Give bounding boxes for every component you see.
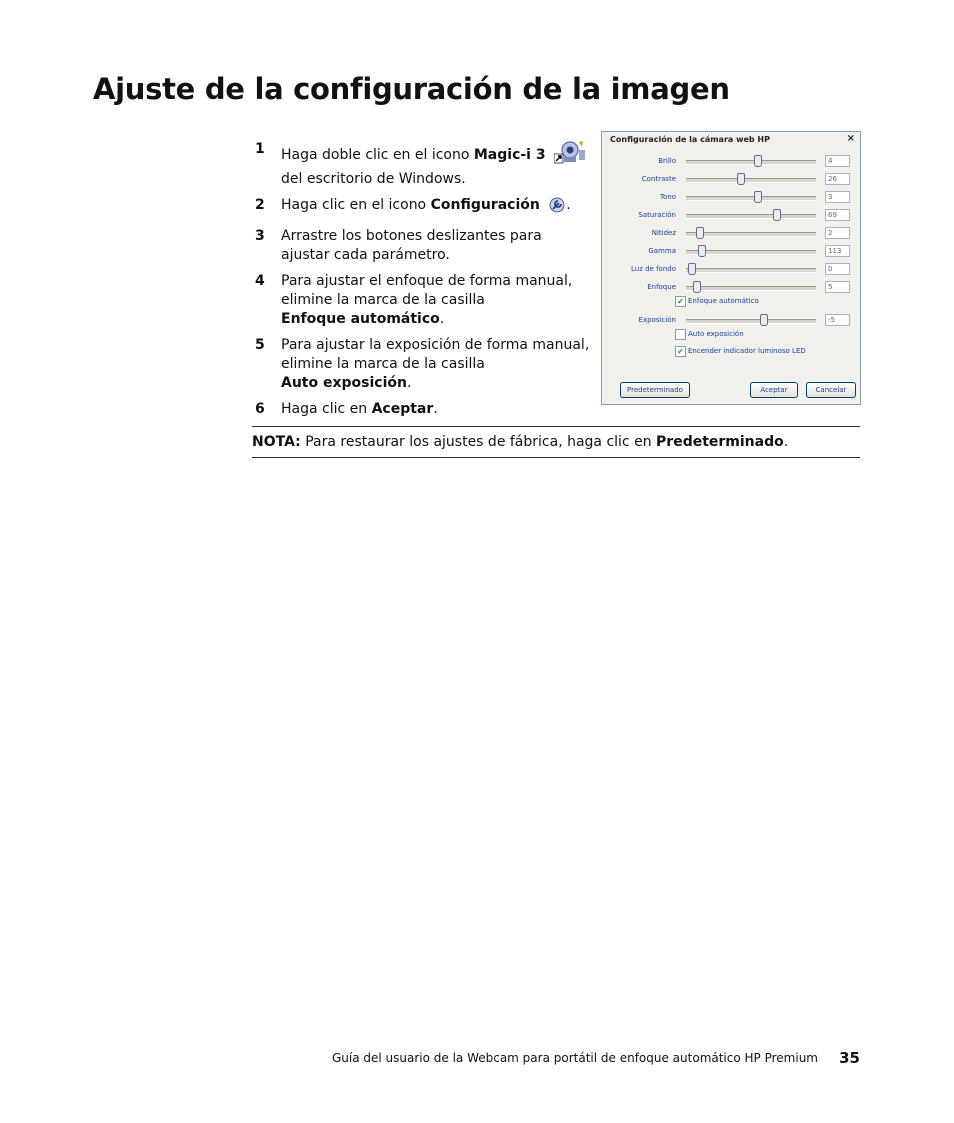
step-2: 2 Haga clic en el icono Configuración .	[255, 196, 590, 220]
slider-label: Tono	[659, 193, 676, 201]
note-bold: Predeterminado	[656, 434, 784, 450]
footer-text: Guía del usuario de la Webcam para portátil de enfoque automático HP Premium	[331, 1051, 818, 1065]
step-number: 1	[255, 141, 265, 157]
slider-label: Nitidez	[651, 229, 676, 237]
camera-settings-dialog	[601, 131, 861, 405]
step-text: Para ajustar el enfoque de forma manual, elimine la marca de la casilla	[281, 273, 573, 308]
slider-label: Brillo	[658, 157, 676, 165]
slider-value[interactable]: 0	[825, 263, 850, 275]
slider-thumb[interactable]	[754, 155, 762, 167]
slider-thumb[interactable]	[773, 209, 781, 221]
step-bold: Enfoque automático	[281, 311, 440, 327]
default-button[interactable]: Predeterminado	[620, 382, 690, 398]
slider-label: Contraste	[641, 175, 676, 183]
step-text: Haga clic en	[281, 401, 372, 417]
note-text: Para restaurar los ajustes de fábrica, haga clic en	[300, 434, 657, 450]
slider-track[interactable]	[686, 214, 816, 219]
note-box: NOTA: Para restaurar los ajustes de fábrica, haga clic en Predeterminado.	[252, 426, 860, 458]
step-4: 4 Para ajustar el enfoque de forma manual, elimine la marca de la casilla Enfoque automático.	[255, 273, 573, 327]
slider-track[interactable]	[686, 268, 816, 273]
slider-track[interactable]	[686, 178, 816, 183]
slider-enfoque	[602, 281, 860, 295]
slider-thumb[interactable]	[754, 191, 762, 203]
step-text: Para ajustar la exposición de forma manual, elimine la marca de la casilla	[281, 337, 590, 372]
step-text: Haga clic en el icono	[281, 197, 431, 213]
slider-label: Enfoque	[647, 283, 676, 291]
step-bold: Magic-i 3	[473, 147, 546, 163]
slider-value[interactable]: 26	[825, 173, 850, 185]
slider-thumb[interactable]	[688, 263, 696, 275]
step-text: Arrastre los botones deslizantes para ajustar cada parámetro.	[281, 228, 542, 263]
dialog-title: Configuración de la cámara web HP	[610, 135, 770, 144]
slider-luz-de-fondo	[602, 263, 860, 277]
step-1	[255, 140, 590, 189]
checkbox-enfoque-automatico[interactable]: ✔	[675, 296, 686, 307]
magic-i-3-icon	[554, 140, 588, 170]
slider-thumb[interactable]	[693, 281, 701, 293]
slider-label: Luz de fondo	[631, 265, 676, 273]
slider-contraste	[602, 173, 860, 187]
step-text-line2: del escritorio de Windows.	[281, 171, 466, 187]
step-number: 5	[255, 337, 265, 353]
page-title: Ajuste de la configuración de la imagen	[93, 72, 730, 106]
slider-label: Exposición	[638, 316, 676, 324]
configuracion-wrench-icon	[548, 196, 566, 220]
slider-nitidez	[602, 227, 860, 241]
slider-saturacion	[602, 209, 860, 223]
checkbox-auto-exposicion[interactable]	[675, 329, 686, 340]
slider-thumb[interactable]	[737, 173, 745, 185]
slider-thumb[interactable]	[698, 245, 706, 257]
slider-thumb[interactable]	[696, 227, 704, 239]
checkbox-label: Encender indicador luminoso LED	[688, 347, 806, 355]
slider-thumb[interactable]	[760, 314, 768, 326]
slider-track[interactable]	[686, 286, 816, 291]
checkbox-led[interactable]: ✔	[675, 346, 686, 357]
step-text: Haga doble clic en el icono	[281, 147, 474, 163]
cancel-button[interactable]: Cancelar	[806, 382, 856, 398]
slider-exposicion	[602, 314, 860, 328]
slider-gamma	[602, 245, 860, 259]
checkbox-label: Enfoque automático	[688, 297, 759, 305]
step-number: 6	[255, 401, 265, 417]
steps-list	[255, 140, 590, 419]
slider-value[interactable]: 113	[825, 245, 850, 257]
step-number: 3	[255, 228, 265, 244]
step-3	[255, 227, 590, 265]
step-bold: Configuración	[430, 197, 540, 213]
slider-value[interactable]: 2	[825, 227, 850, 239]
slider-brillo	[602, 155, 860, 169]
step-number: 2	[255, 197, 265, 213]
step-bold: Auto exposición	[281, 375, 407, 391]
accept-button[interactable]: Aceptar	[750, 382, 798, 398]
slider-track[interactable]	[686, 160, 816, 165]
slider-tono	[602, 191, 860, 205]
slider-value[interactable]: -5	[825, 314, 850, 326]
slider-track[interactable]	[686, 319, 816, 324]
slider-value[interactable]: 5	[825, 281, 850, 293]
slider-label: Gamma	[648, 247, 676, 255]
step-number: 4	[255, 273, 265, 289]
slider-value[interactable]: 69	[825, 209, 850, 221]
close-icon[interactable]: ×	[846, 133, 855, 144]
step-bold: Aceptar	[371, 401, 434, 417]
slider-value[interactable]: 4	[825, 155, 850, 167]
slider-value[interactable]: 3	[825, 191, 850, 203]
slider-label: Saturación	[638, 211, 676, 219]
checkbox-label: Auto exposición	[688, 330, 744, 338]
slider-track[interactable]	[686, 232, 816, 237]
page-number: 35	[839, 1049, 860, 1067]
note-label: NOTA:	[252, 434, 301, 450]
slider-track[interactable]	[686, 196, 816, 201]
step-5: 5 Para ajustar la exposición de forma manual, elimine la marca de la casilla Auto exposición.	[255, 337, 590, 391]
step-6: 6 Haga clic en Aceptar.	[255, 401, 438, 417]
